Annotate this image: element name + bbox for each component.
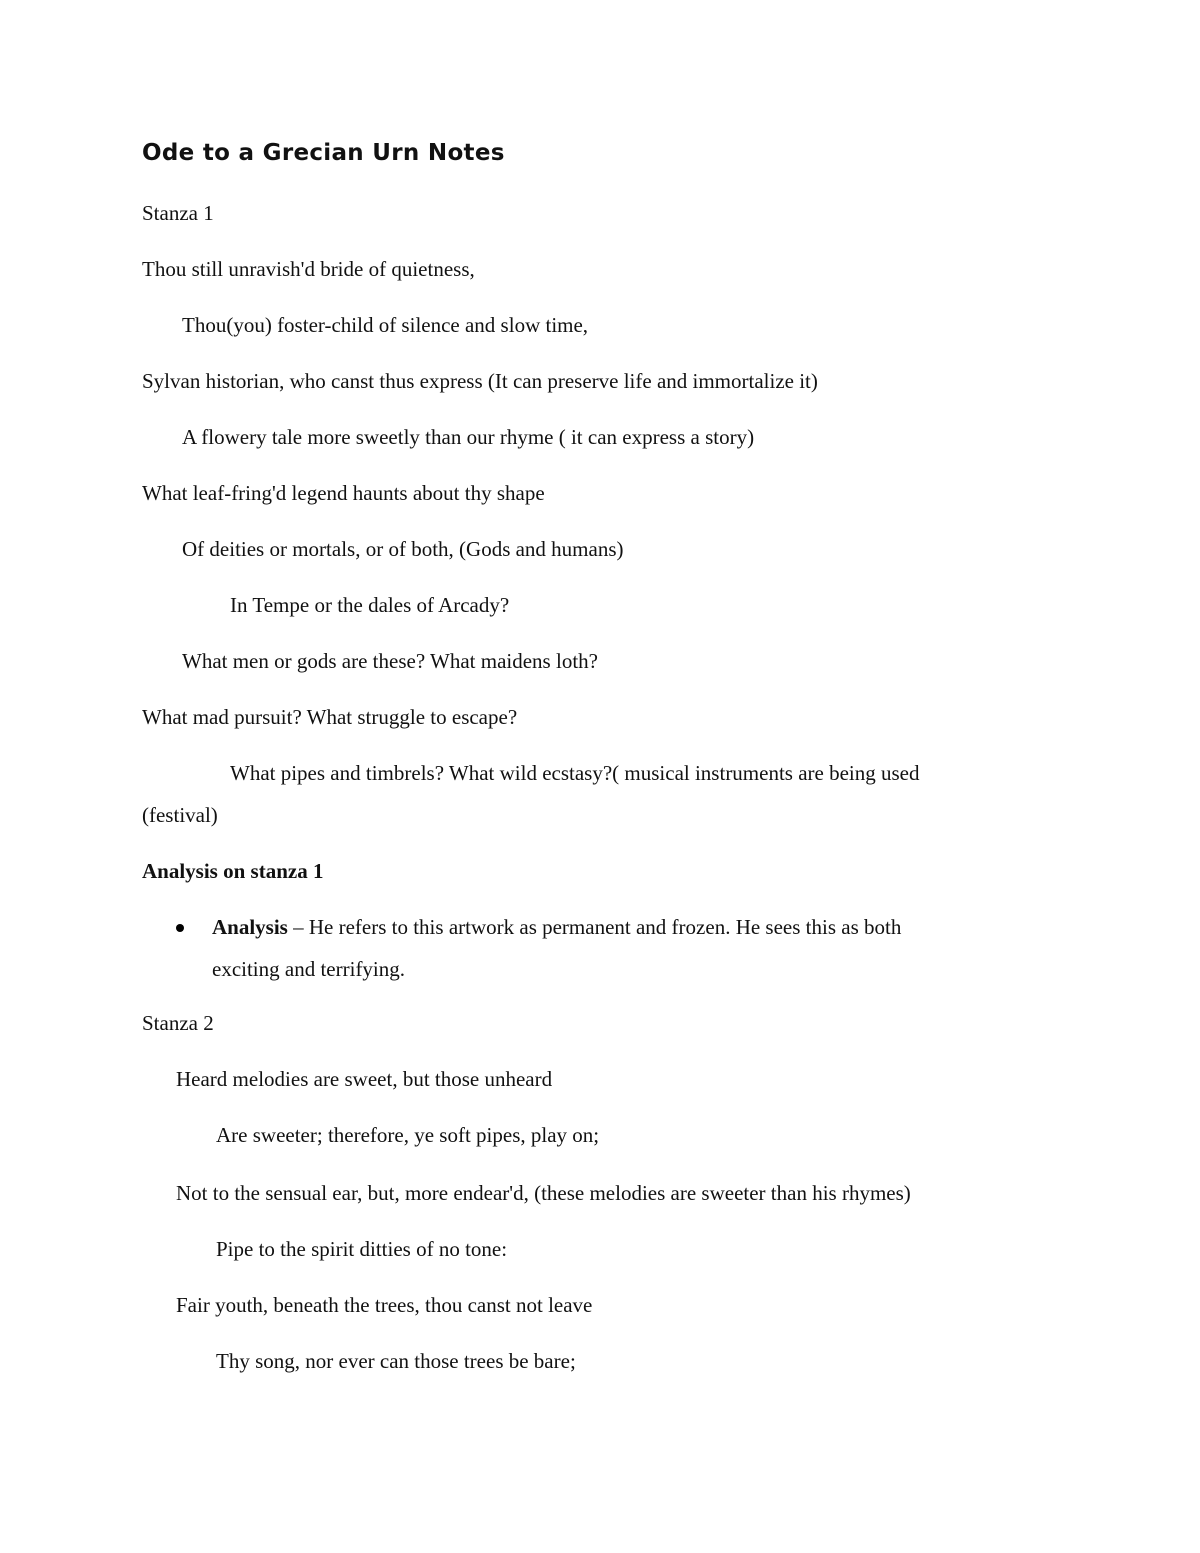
analysis-bullet-text: – He refers to this artwork as permanent and frozen. He sees this as both: [287, 915, 902, 939]
poem-line: Thy song, nor ever can those trees be bare;: [216, 1349, 576, 1373]
poem-line: What mad pursuit? What struggle to escape?: [142, 705, 518, 729]
poem-line: Of deities or mortals, or of both, (Gods and humans): [182, 537, 624, 561]
analysis-heading: Analysis on stanza 1: [142, 859, 324, 883]
poem-line: Heard melodies are sweet, but those unheard: [176, 1067, 553, 1091]
poem-line: What leaf-fring'd legend haunts about thy shape: [142, 481, 545, 505]
poem-line: Fair youth, beneath the trees, thou canst not leave: [176, 1293, 593, 1317]
poem-line: Sylvan historian, who canst thus express (It can preserve life and immortalize it): [142, 369, 818, 393]
stanza-2-heading: Stanza 2: [142, 1011, 214, 1035]
poem-line: What men or gods are these? What maidens loth?: [182, 649, 598, 673]
poem-line: Thou(you) foster-child of silence and slow time,: [182, 313, 589, 337]
poem-line: Thou still unravish'd bride of quietness,: [142, 257, 475, 281]
bullet-icon: [176, 924, 184, 932]
poem-line: In Tempe or the dales of Arcady?: [230, 593, 510, 617]
analysis-bullet-line: [212, 906, 901, 948]
poem-line: (festival): [142, 803, 218, 827]
poem-line: What pipes and timbrels? What wild ecstasy?( musical instruments are being used: [230, 761, 920, 785]
poem-line: Are sweeter; therefore, ye soft pipes, play on;: [216, 1123, 600, 1147]
poem-line: Not to the sensual ear, but, more endear'd, (these melodies are sweeter than his rhymes): [176, 1181, 911, 1205]
analysis-bullet-continuation: exciting and terrifying.: [212, 957, 406, 981]
poem-line: Pipe to the spirit ditties of no tone:: [216, 1237, 508, 1261]
poem-line: A flowery tale more sweetly than our rhyme ( it can express a story): [182, 425, 755, 449]
analysis-bullet-label: Analysis: [212, 915, 288, 939]
document-title: Ode to a Grecian Urn Notes: [142, 140, 505, 166]
stanza-1-heading: Stanza 1: [142, 201, 214, 225]
